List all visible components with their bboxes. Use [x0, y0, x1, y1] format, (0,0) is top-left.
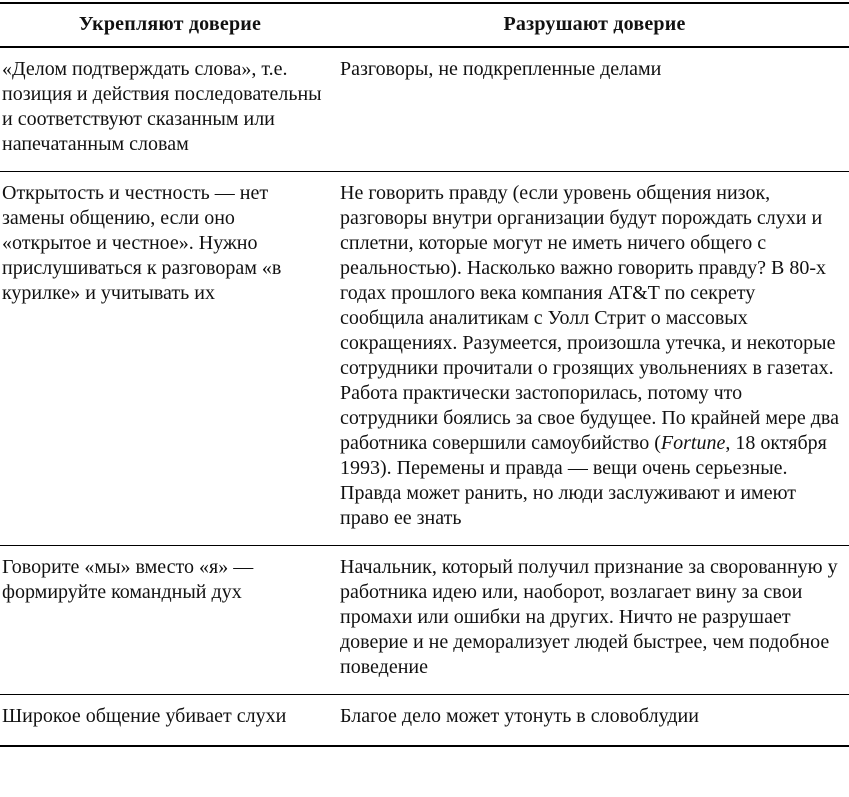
- trust-table: [0, 2, 849, 747]
- cell-destroy-row2: [340, 172, 849, 546]
- cell-destroy-row4: Благое дело может утонуть в словоблудии: [340, 705, 699, 727]
- cell-strengthen-row4: Широкое общение убивает слухи: [2, 705, 287, 727]
- cell-destroy-row3: Начальник, который получил признание за сворованную у работника идею или, наоборот, возлагает вину за свои промахи или ошибки на других. Ничто не разрушает доверие и не деморализует людей быстрее, чем подобное поведение: [340, 546, 849, 695]
- cell-strengthen-row2: Открытость и честность — нет замены общению, если оно «открытое и честное». Нужно прислушиваться к разговорам «в курилке» и учитывать их: [0, 172, 340, 546]
- cell-strengthen-row1: «Делом подтверждать слова», т.е. позиция и действия последовательны и соответствуют сказанным или напечатанным словам: [0, 47, 340, 172]
- destroy-row2-text-after: , 18 октября 1993). Перемены и правда — вещи очень серьезные. Правда может ранить, но люди заслуживают и имеют право ее знать: [340, 432, 827, 529]
- cell-strengthen-row3: Говорите «мы» вместо «я» — формируйте командный дух: [0, 546, 340, 695]
- table-row: [0, 172, 849, 546]
- trust-table-body: [0, 47, 849, 746]
- table-row: [0, 47, 849, 172]
- column-header-strengthen-trust: Укрепляют доверие: [0, 3, 340, 47]
- destroy-row2-journal-name: Fortune: [660, 432, 726, 454]
- header-row: [0, 3, 849, 47]
- table-row: [0, 695, 849, 747]
- destroy-row2-text-before: Не говорить правду (если уровень общения низок, разговоры внутри организации будут порождать слухи и сплетни, которые могут не иметь ничего общего с реальностью). Насколько важно говорить правду? В 80-х годах прошлого века компания AT&T по секрету сообщила аналитикам с Уолл Стрит о массовых сокращениях. Разумеется, произошла утечка, и некоторые сотрудники прочитали о грозящих увольнениях в газетах. Работа практически застопорилась, потому что сотрудники боялись за свое будущее. По крайней мере два работника совершили самоубийство (: [340, 182, 839, 454]
- column-header-destroy-trust: Разрушают доверие: [340, 3, 849, 47]
- cell-destroy-row1: Разговоры, не подкрепленные делами: [340, 47, 849, 172]
- trust-table-header: [0, 3, 849, 47]
- table-row: [0, 546, 849, 695]
